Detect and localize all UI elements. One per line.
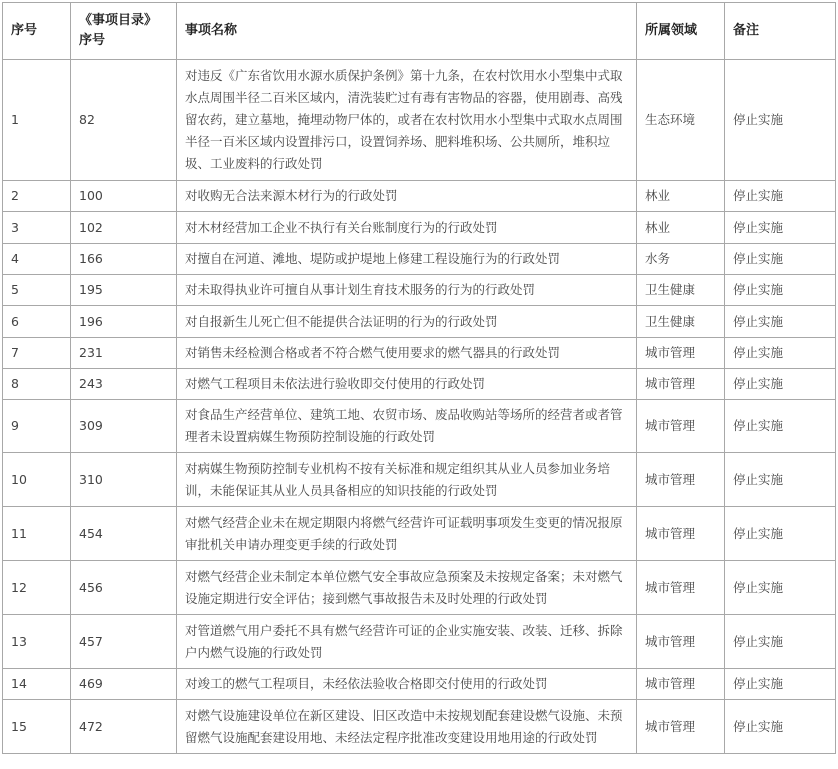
table-row [3, 306, 836, 338]
cell-domain: 城市管理 [637, 561, 725, 615]
table-row [3, 369, 836, 400]
cell-remark: 停止实施 [725, 507, 836, 561]
cell-seq: 13 [3, 615, 71, 669]
cell-catalog: 243 [71, 369, 177, 400]
cell-catalog: 456 [71, 561, 177, 615]
table-row [3, 275, 836, 306]
cell-name: 对擅自在河道、滩地、堤防或护堤地上修建工程设施行为的行政处罚 [177, 244, 637, 275]
cell-remark: 停止实施 [725, 669, 836, 700]
cell-catalog: 231 [71, 338, 177, 369]
cell-seq: 5 [3, 275, 71, 306]
cell-remark: 停止实施 [725, 60, 836, 181]
table-header-row [3, 3, 836, 60]
cell-domain: 城市管理 [637, 400, 725, 453]
table-row [3, 181, 836, 212]
table-row [3, 400, 836, 453]
cell-name: 对未取得执业许可擅自从事计划生育技术服务的行为的行政处罚 [177, 275, 637, 306]
table-row [3, 244, 836, 275]
cell-domain: 城市管理 [637, 615, 725, 669]
cell-domain: 城市管理 [637, 700, 725, 754]
header-seq: 序号 [3, 3, 71, 60]
cell-remark: 停止实施 [725, 306, 836, 338]
cell-remark: 停止实施 [725, 400, 836, 453]
cell-seq: 15 [3, 700, 71, 754]
cell-seq: 6 [3, 306, 71, 338]
cell-name: 对燃气经营企业未在规定期限内将燃气经营许可证载明事项发生变更的情况报原审批机关申请办理变更手续的行政处罚 [177, 507, 637, 561]
cell-remark: 停止实施 [725, 181, 836, 212]
header-remark: 备注 [725, 3, 836, 60]
cell-catalog: 100 [71, 181, 177, 212]
cell-catalog: 310 [71, 453, 177, 507]
cell-remark: 停止实施 [725, 212, 836, 244]
table-row [3, 615, 836, 669]
header-catalog-seq: 《事项目录》序号 [71, 3, 177, 60]
table-row [3, 669, 836, 700]
cell-remark: 停止实施 [725, 700, 836, 754]
cell-domain: 生态环境 [637, 60, 725, 181]
cell-seq: 10 [3, 453, 71, 507]
header-domain: 所属领域 [637, 3, 725, 60]
cell-catalog: 196 [71, 306, 177, 338]
table-row [3, 561, 836, 615]
cell-catalog: 457 [71, 615, 177, 669]
cell-domain: 水务 [637, 244, 725, 275]
cell-remark: 停止实施 [725, 615, 836, 669]
cell-seq: 14 [3, 669, 71, 700]
cell-catalog: 102 [71, 212, 177, 244]
cell-domain: 城市管理 [637, 507, 725, 561]
cell-domain: 卫生健康 [637, 275, 725, 306]
cell-name: 对病媒生物预防控制专业机构不按有关标准和规定组织其从业人员参加业务培训，未能保证其从业人员具备相应的知识技能的行政处罚 [177, 453, 637, 507]
cell-catalog: 469 [71, 669, 177, 700]
cell-seq: 4 [3, 244, 71, 275]
table-row [3, 507, 836, 561]
cell-domain: 城市管理 [637, 669, 725, 700]
cell-catalog: 82 [71, 60, 177, 181]
cell-seq: 12 [3, 561, 71, 615]
cell-remark: 停止实施 [725, 369, 836, 400]
cell-domain: 卫生健康 [637, 306, 725, 338]
table-row [3, 60, 836, 181]
cell-remark: 停止实施 [725, 561, 836, 615]
cell-catalog: 166 [71, 244, 177, 275]
cell-catalog: 472 [71, 700, 177, 754]
cell-name: 对销售未经检测合格或者不符合燃气使用要求的燃气器具的行政处罚 [177, 338, 637, 369]
table-row [3, 338, 836, 369]
cell-domain: 林业 [637, 212, 725, 244]
cell-seq: 3 [3, 212, 71, 244]
cell-name: 对木材经营加工企业不执行有关台账制度行为的行政处罚 [177, 212, 637, 244]
table-row [3, 453, 836, 507]
cell-seq: 9 [3, 400, 71, 453]
cell-seq: 11 [3, 507, 71, 561]
cell-name: 对管道燃气用户委托不具有燃气经营许可证的企业实施安装、改装、迁移、拆除户内燃气设施的行政处罚 [177, 615, 637, 669]
header-item-name: 事项名称 [177, 3, 637, 60]
cell-catalog: 454 [71, 507, 177, 561]
cell-seq: 8 [3, 369, 71, 400]
table-row [3, 700, 836, 754]
cell-name: 对食品生产经营单位、建筑工地、农贸市场、废品收购站等场所的经营者或者管理者未设置病媒生物预防控制设施的行政处罚 [177, 400, 637, 453]
cell-name: 对竣工的燃气工程项目，未经依法验收合格即交付使用的行政处罚 [177, 669, 637, 700]
cell-name: 对燃气设施建设单位在新区建设、旧区改造中未按规划配套建设燃气设施、未预留燃气设施配套建设用地、未经法定程序批准改变建设用地用途的行政处罚 [177, 700, 637, 754]
cell-domain: 林业 [637, 181, 725, 212]
cell-seq: 7 [3, 338, 71, 369]
cell-remark: 停止实施 [725, 244, 836, 275]
cell-name: 对燃气经营企业未制定本单位燃气安全事故应急预案及未按规定备案；未对燃气设施定期进行安全评估；接到燃气事故报告未及时处理的行政处罚 [177, 561, 637, 615]
cell-catalog: 309 [71, 400, 177, 453]
cell-remark: 停止实施 [725, 338, 836, 369]
cell-domain: 城市管理 [637, 453, 725, 507]
cell-name: 对自报新生儿死亡但不能提供合法证明的行为的行政处罚 [177, 306, 637, 338]
table-row [3, 212, 836, 244]
cell-catalog: 195 [71, 275, 177, 306]
cell-remark: 停止实施 [725, 453, 836, 507]
cell-remark: 停止实施 [725, 275, 836, 306]
cell-domain: 城市管理 [637, 369, 725, 400]
cell-domain: 城市管理 [637, 338, 725, 369]
cell-name: 对燃气工程项目未依法进行验收即交付使用的行政处罚 [177, 369, 637, 400]
cell-seq: 2 [3, 181, 71, 212]
penalty-items-table [2, 2, 836, 754]
cell-seq: 1 [3, 60, 71, 181]
cell-name: 对收购无合法来源木材行为的行政处罚 [177, 181, 637, 212]
cell-name: 对违反《广东省饮用水源水质保护条例》第十九条，在农村饮用水小型集中式取水点周围半径二百米区域内，清洗装贮过有毒有害物品的容器，使用剧毒、高残留农药，建立墓地，掩埋动物尸体的，或者在农村饮用水小型集中式取水点周围半径一百米区域内设置排污口，设置饲养场、肥料堆积场、公共厕所，堆积垃圾、工业废料的行政处罚 [177, 60, 637, 181]
